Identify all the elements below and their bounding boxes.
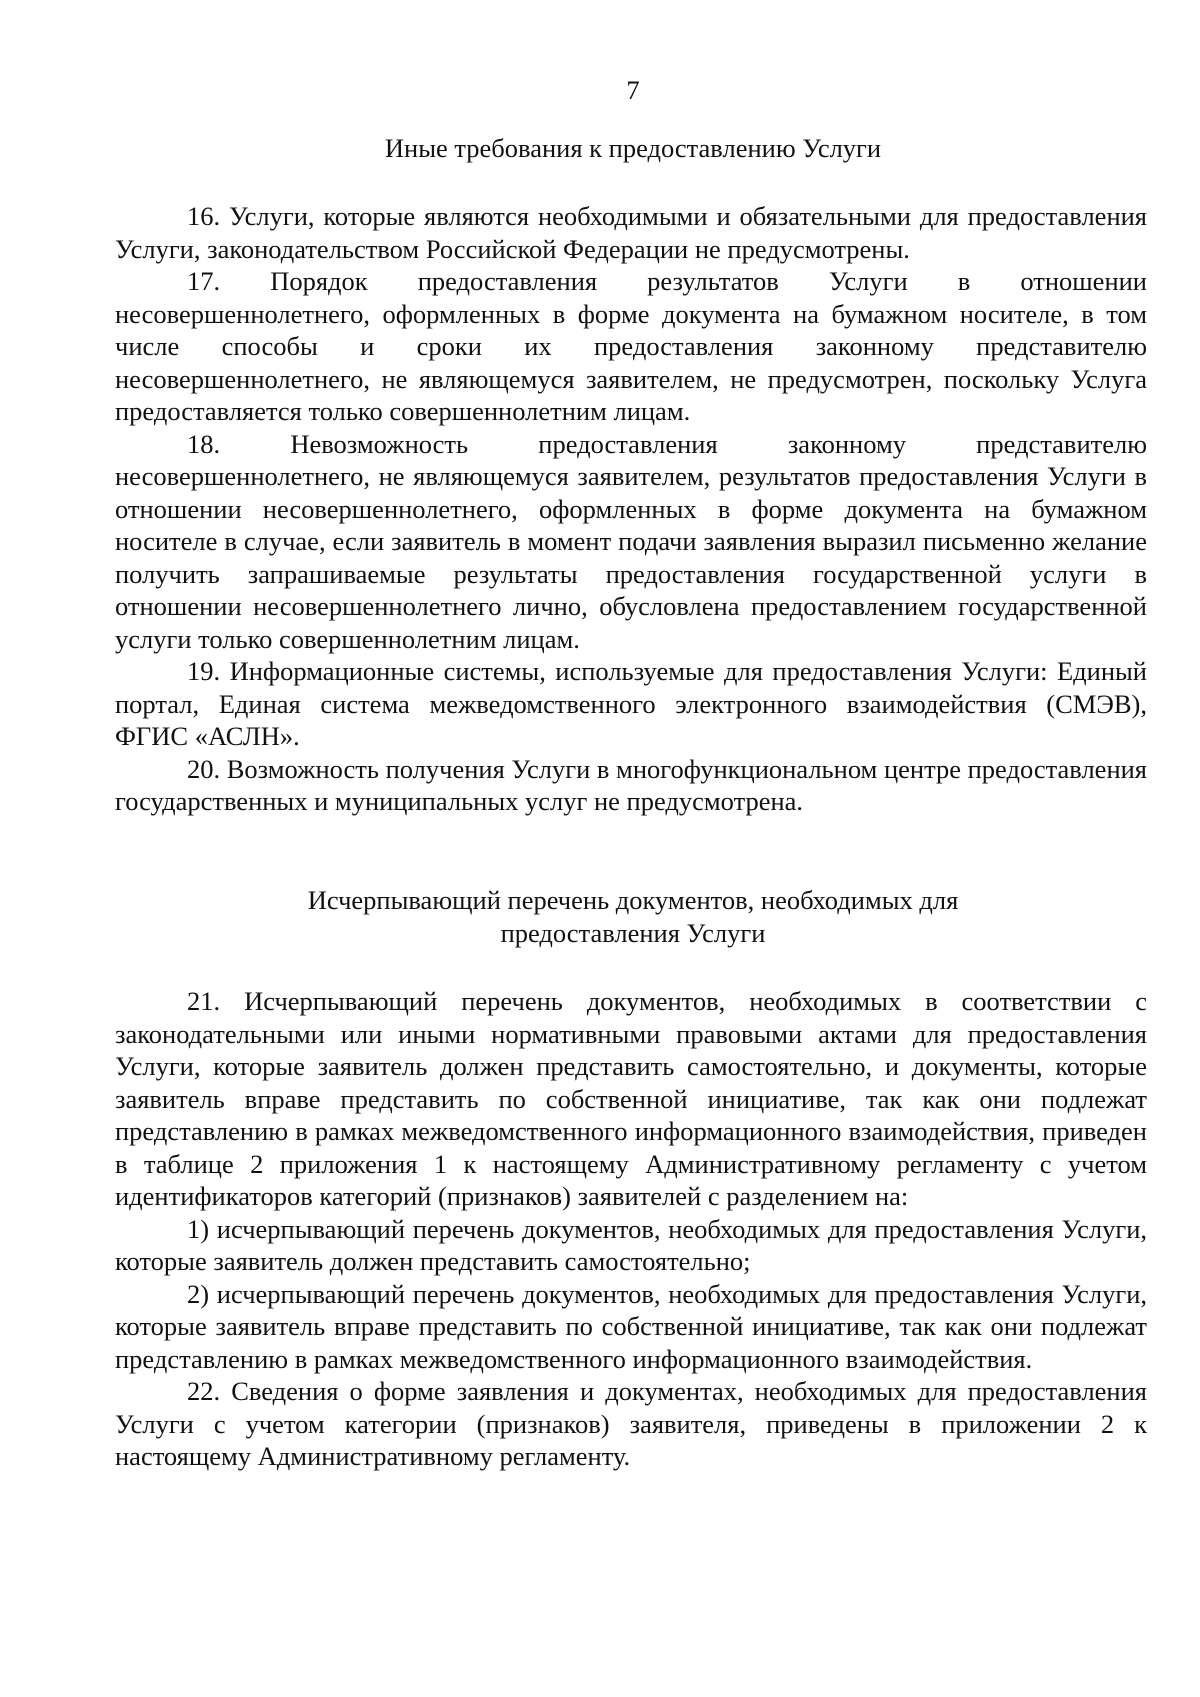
paragraph-21-item-2: 2) исчерпывающий перечень документов, необходимых для предоставления Услуги, которые заявитель вправе представить по собственной инициативе, так как они подлежат представлению в рамках межведомственного информационного взаимодействия. [115,1278,1147,1374]
paragraph-21-item-1: 1) исчерпывающий перечень документов, необходимых для предоставления Услуги, которые заявитель должен представить самостоятельно; [115,1213,1147,1276]
paragraph-21: 21. Исчерпывающий перечень документов, необходимых в соответствии с законодательными или иными нормативными правовыми актами для предоставления Услуги, которые заявитель должен представить самостоятельно, и документы, которые заявитель вправе представить по собственной инициативе, так как они подлежат представлению в рамках межведомственного информационного взаимодействия, приведен в таблице 2 приложения 1 к настоящему Административному регламенту с учетом идентификаторов категорий (признаков) заявителей с разделением на: [115,986,1147,1211]
paragraph-16: 16. Услуги, которые являются необходимыми и обязательными для предоставления Услуги, законодательством Российской Федерации не предусмотрены. [115,201,1147,264]
paragraph-17: 17. Порядок предоставления результатов Услуги в отношении несовершеннолетнего, оформленных в форме документа на бумажном носителе, в том числе способы и сроки их предоставления законному представителю несовершеннолетнего, не являющемуся заявителем, не предусмотрен, поскольку Услуга предоставляется только совершеннолетним лицам. [115,266,1147,426]
section-title-documents-list-line-1: Исчерпывающий перечень документов, необходимых для [307,885,959,915]
paragraph-20: 20. Возможность получения Услуги в многофункциональном центре предоставления государственных и муниципальных услуг не предусмотрена. [115,753,1147,816]
section-title-documents-list-line-2: предоставления Услуги [500,917,766,948]
section-other-requirements-body [115,200,1147,818]
paragraph-18: 18. Невозможность предоставления законному представителю несовершеннолетнего, не являющемуся заявителем, результатов предоставления Услуги в отношении несовершеннолетнего, оформленных в форме документа на бумажном носителе в случае, если заявитель в момент подачи заявления выразил письменно желание получить запрашиваемые результаты предоставления государственной услуги в отношении несовершеннолетнего лично, обусловлена предоставлением государственной услуги только совершеннолетним лицам. [115,428,1147,654]
section-title-documents-list [0,884,1200,949]
section-documents-list-body [115,985,1147,1473]
section-title-other-requirements: Иные требования к предоставлению Услуги [384,133,882,163]
page-number: 7 [626,75,640,105]
paragraph-22: 22. Сведения о форме заявления и документах, необходимых для предоставления Услуги с учетом категории (признаков) заявителя, приведены в приложении 2 к настоящему Административному регламенту. [115,1376,1147,1471]
paragraph-19: 19. Информационные системы, используемые для предоставления Услуги: Единый портал, Единая система межведомственного электронного взаимодействия (СМЭВ), ФГИС «АСЛН». [115,656,1147,751]
